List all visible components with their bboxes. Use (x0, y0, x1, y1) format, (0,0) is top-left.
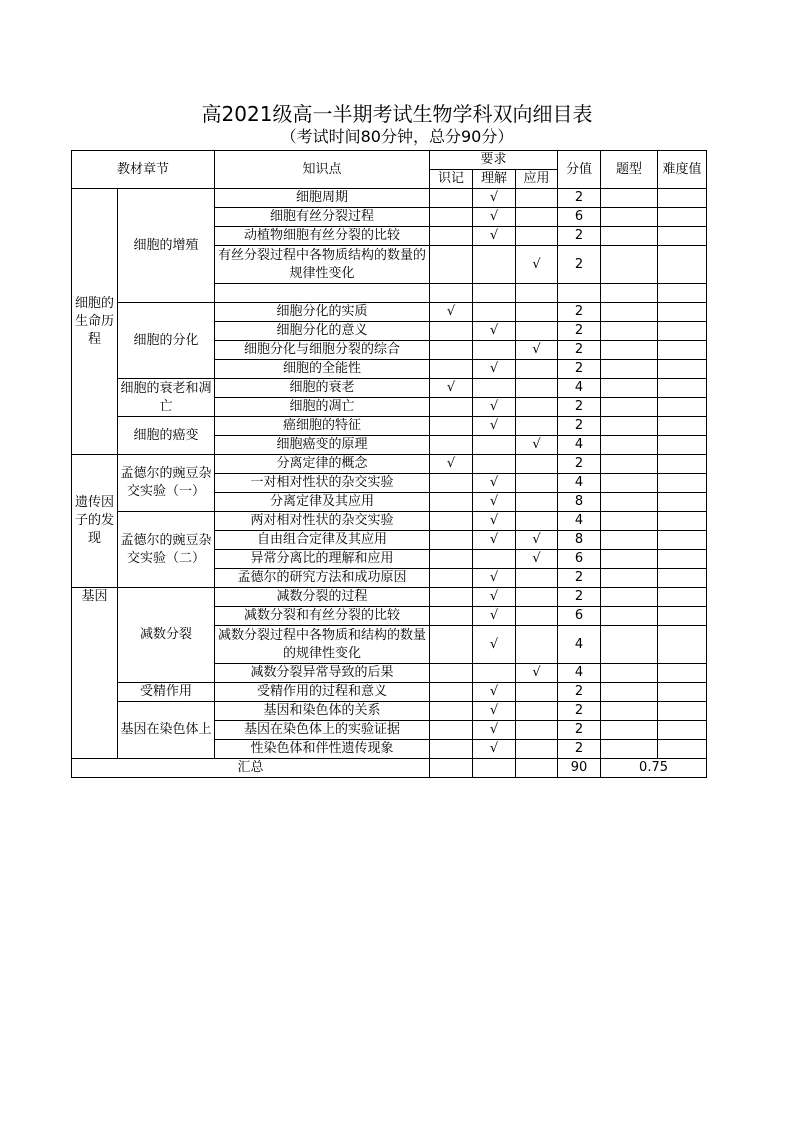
difficulty-cell (658, 550, 707, 569)
score-value: 2 (558, 189, 601, 208)
knowledge-point: 癌细胞的特征 (215, 417, 430, 436)
apply-check (516, 322, 558, 341)
apply-check (516, 683, 558, 702)
score-value: 2 (558, 322, 601, 341)
difficulty-cell (658, 417, 707, 436)
difficulty-cell (658, 398, 707, 417)
section-cell: 受精作用 (118, 683, 215, 702)
header-score: 分值 (558, 151, 601, 189)
difficulty-cell (658, 246, 707, 284)
recall-check (430, 550, 473, 569)
chapter-cell: 遗传因子的发现 (72, 455, 118, 588)
type-cell (601, 588, 658, 607)
summary-label: 汇总 (72, 759, 430, 778)
difficulty-cell (658, 607, 707, 626)
score-value: 4 (558, 474, 601, 493)
understand-check: √ (473, 721, 516, 740)
recall-check (430, 569, 473, 588)
header-understand: 理解 (473, 170, 516, 189)
section-cell: 细胞的癌变 (118, 417, 215, 455)
understand-check: √ (473, 702, 516, 721)
understand-check: √ (473, 189, 516, 208)
score-value: 6 (558, 607, 601, 626)
knowledge-point: 孟德尔的研究方法和成功原因 (215, 569, 430, 588)
difficulty-cell (658, 702, 707, 721)
recall-check (430, 493, 473, 512)
section-cell: 细胞的衰老和凋亡 (118, 379, 215, 417)
difficulty-cell (658, 436, 707, 455)
understand-check: √ (473, 626, 516, 664)
understand-check: √ (473, 398, 516, 417)
understand-check (473, 455, 516, 474)
page-subtitle: （考试时间80分钟，总分90分） (280, 127, 514, 146)
difficulty-cell (658, 683, 707, 702)
apply-check (516, 474, 558, 493)
chapter-cell: 基因 (72, 588, 118, 759)
recall-check (430, 531, 473, 550)
apply-check (516, 512, 558, 531)
header-knowledge: 知识点 (215, 151, 430, 189)
apply-check: √ (516, 550, 558, 569)
knowledge-point: 受精作用的过程和意义 (215, 683, 430, 702)
recall-check: √ (430, 303, 473, 322)
recall-check (430, 721, 473, 740)
difficulty-cell (658, 664, 707, 683)
apply-check (516, 360, 558, 379)
recall-check (430, 664, 473, 683)
type-cell (601, 360, 658, 379)
score-value: 6 (558, 550, 601, 569)
difficulty-cell (658, 740, 707, 759)
recall-check (430, 626, 473, 664)
difficulty-cell (658, 227, 707, 246)
type-cell (601, 740, 658, 759)
understand-check (473, 284, 516, 303)
section-cell: 基因在染色体上 (118, 702, 215, 759)
knowledge-point: 细胞有丝分裂过程 (215, 208, 430, 227)
chapter-cell: 细胞的生命历程 (72, 189, 118, 455)
apply-check (516, 569, 558, 588)
type-cell (601, 246, 658, 284)
knowledge-point: 一对相对性状的杂交实验 (215, 474, 430, 493)
understand-check: √ (473, 740, 516, 759)
type-cell (601, 208, 658, 227)
type-cell (601, 702, 658, 721)
apply-check (516, 493, 558, 512)
recall-check (430, 436, 473, 455)
recall-check (430, 360, 473, 379)
summary-understand (473, 759, 516, 778)
understand-check (473, 246, 516, 284)
type-cell (601, 512, 658, 531)
understand-check: √ (473, 607, 516, 626)
difficulty-cell (658, 379, 707, 398)
knowledge-point: 分离定律的概念 (215, 455, 430, 474)
score-value: 2 (558, 360, 601, 379)
type-cell (601, 436, 658, 455)
header-apply: 应用 (516, 170, 558, 189)
difficulty-cell (658, 189, 707, 208)
difficulty-cell (658, 455, 707, 474)
apply-check (516, 303, 558, 322)
apply-check (516, 702, 558, 721)
summary-difficulty: 0.75 (601, 759, 707, 778)
knowledge-point: 分离定律及其应用 (215, 493, 430, 512)
apply-check (516, 740, 558, 759)
section-cell: 细胞的分化 (118, 303, 215, 379)
recall-check (430, 683, 473, 702)
detail-table (71, 150, 707, 778)
knowledge-point: 减数分裂过程中各物质和结构的数量的规律性变化 (215, 626, 430, 664)
type-cell (601, 417, 658, 436)
understand-check: √ (473, 531, 516, 550)
score-value: 8 (558, 493, 601, 512)
score-value: 2 (558, 341, 601, 360)
apply-check (516, 189, 558, 208)
knowledge-point: 异常分离比的理解和应用 (215, 550, 430, 569)
difficulty-cell (658, 569, 707, 588)
recall-check (430, 588, 473, 607)
understand-check (473, 550, 516, 569)
difficulty-cell (658, 721, 707, 740)
type-cell (601, 683, 658, 702)
understand-check: √ (473, 474, 516, 493)
score-value: 6 (558, 208, 601, 227)
apply-check (516, 721, 558, 740)
difficulty-cell (658, 626, 707, 664)
apply-check (516, 607, 558, 626)
difficulty-cell (658, 322, 707, 341)
type-cell (601, 569, 658, 588)
knowledge-point: 基因和染色体的关系 (215, 702, 430, 721)
knowledge-point: 减数分裂和有丝分裂的比较 (215, 607, 430, 626)
recall-check (430, 208, 473, 227)
summary-total: 90 (558, 759, 601, 778)
knowledge-point: 细胞分化与细胞分裂的综合 (215, 341, 430, 360)
understand-check: √ (473, 569, 516, 588)
summary-apply (516, 759, 558, 778)
type-cell (601, 455, 658, 474)
understand-check: √ (473, 417, 516, 436)
score-value: 2 (558, 588, 601, 607)
knowledge-point (215, 284, 430, 303)
header-difficulty: 难度值 (658, 151, 707, 189)
difficulty-cell (658, 284, 707, 303)
apply-check (516, 208, 558, 227)
score-value: 4 (558, 436, 601, 455)
knowledge-point: 细胞周期 (215, 189, 430, 208)
score-value: 2 (558, 721, 601, 740)
knowledge-point: 减数分裂异常导致的后果 (215, 664, 430, 683)
knowledge-point: 动植物细胞有丝分裂的比较 (215, 227, 430, 246)
score-value (558, 284, 601, 303)
header-type: 题型 (601, 151, 658, 189)
difficulty-cell (658, 512, 707, 531)
knowledge-point: 减数分裂的过程 (215, 588, 430, 607)
understand-check (473, 341, 516, 360)
difficulty-cell (658, 208, 707, 227)
understand-check (473, 303, 516, 322)
apply-check: √ (516, 664, 558, 683)
understand-check: √ (473, 322, 516, 341)
score-value: 2 (558, 683, 601, 702)
understand-check: √ (473, 512, 516, 531)
recall-check (430, 284, 473, 303)
section-cell: 减数分裂 (118, 588, 215, 683)
apply-check: √ (516, 246, 558, 284)
difficulty-cell (658, 493, 707, 512)
apply-check (516, 227, 558, 246)
difficulty-cell (658, 341, 707, 360)
knowledge-point: 细胞的衰老 (215, 379, 430, 398)
apply-check (516, 588, 558, 607)
header-chapter: 教材章节 (72, 151, 215, 189)
summary-recall (430, 759, 473, 778)
header-recall: 识记 (430, 170, 473, 189)
understand-check: √ (473, 588, 516, 607)
type-cell (601, 607, 658, 626)
score-value: 2 (558, 398, 601, 417)
difficulty-cell (658, 474, 707, 493)
page-title: 高2021级高一半期考试生物学科双向细目表 (201, 102, 593, 126)
type-cell (601, 721, 658, 740)
score-value: 8 (558, 531, 601, 550)
recall-check: √ (430, 455, 473, 474)
recall-check (430, 322, 473, 341)
recall-check (430, 189, 473, 208)
knowledge-point: 性染色体和伴性遗传现象 (215, 740, 430, 759)
apply-check (516, 398, 558, 417)
understand-check (473, 379, 516, 398)
section-cell: 孟德尔的豌豆杂交实验（一） (118, 455, 215, 512)
score-value: 4 (558, 379, 601, 398)
apply-check: √ (516, 531, 558, 550)
recall-check (430, 417, 473, 436)
recall-check (430, 512, 473, 531)
type-cell (601, 664, 658, 683)
knowledge-point: 细胞的全能性 (215, 360, 430, 379)
recall-check (430, 474, 473, 493)
score-value: 2 (558, 227, 601, 246)
apply-check (516, 626, 558, 664)
type-cell (601, 626, 658, 664)
type-cell (601, 341, 658, 360)
score-value: 2 (558, 455, 601, 474)
apply-check: √ (516, 436, 558, 455)
header-requirement: 要求 (430, 151, 558, 170)
score-value: 4 (558, 512, 601, 531)
difficulty-cell (658, 360, 707, 379)
recall-check (430, 227, 473, 246)
type-cell (601, 474, 658, 493)
score-value: 4 (558, 626, 601, 664)
knowledge-point: 细胞分化的意义 (215, 322, 430, 341)
understand-check: √ (473, 227, 516, 246)
recall-check: √ (430, 379, 473, 398)
difficulty-cell (658, 303, 707, 322)
recall-check (430, 246, 473, 284)
understand-check (473, 436, 516, 455)
type-cell (601, 322, 658, 341)
recall-check (430, 607, 473, 626)
score-value: 2 (558, 417, 601, 436)
type-cell (601, 284, 658, 303)
section-cell: 孟德尔的豌豆杂交实验（二） (118, 512, 215, 588)
knowledge-point: 有丝分裂过程中各物质结构的数量的规律性变化 (215, 246, 430, 284)
knowledge-point: 细胞分化的实质 (215, 303, 430, 322)
apply-check (516, 284, 558, 303)
type-cell (601, 398, 658, 417)
apply-check (516, 417, 558, 436)
knowledge-point: 自由组合定律及其应用 (215, 531, 430, 550)
knowledge-point: 细胞癌变的原理 (215, 436, 430, 455)
understand-check: √ (473, 208, 516, 227)
understand-check: √ (473, 683, 516, 702)
apply-check (516, 379, 558, 398)
type-cell (601, 379, 658, 398)
understand-check: √ (473, 360, 516, 379)
type-cell (601, 550, 658, 569)
recall-check (430, 740, 473, 759)
type-cell (601, 493, 658, 512)
difficulty-cell (658, 588, 707, 607)
understand-check (473, 664, 516, 683)
type-cell (601, 531, 658, 550)
type-cell (601, 189, 658, 208)
score-value: 2 (558, 569, 601, 588)
recall-check (430, 398, 473, 417)
apply-check: √ (516, 341, 558, 360)
score-value: 2 (558, 246, 601, 284)
type-cell (601, 303, 658, 322)
score-value: 4 (558, 664, 601, 683)
table-body (72, 151, 707, 778)
score-value: 2 (558, 303, 601, 322)
knowledge-point: 两对相对性状的杂交实验 (215, 512, 430, 531)
section-cell: 细胞的增殖 (118, 189, 215, 303)
difficulty-cell (658, 531, 707, 550)
knowledge-point: 细胞的凋亡 (215, 398, 430, 417)
knowledge-point: 基因在染色体上的实验证据 (215, 721, 430, 740)
type-cell (601, 227, 658, 246)
recall-check (430, 702, 473, 721)
recall-check (430, 341, 473, 360)
apply-check (516, 455, 558, 474)
score-value: 2 (558, 740, 601, 759)
understand-check: √ (473, 493, 516, 512)
score-value: 2 (558, 702, 601, 721)
